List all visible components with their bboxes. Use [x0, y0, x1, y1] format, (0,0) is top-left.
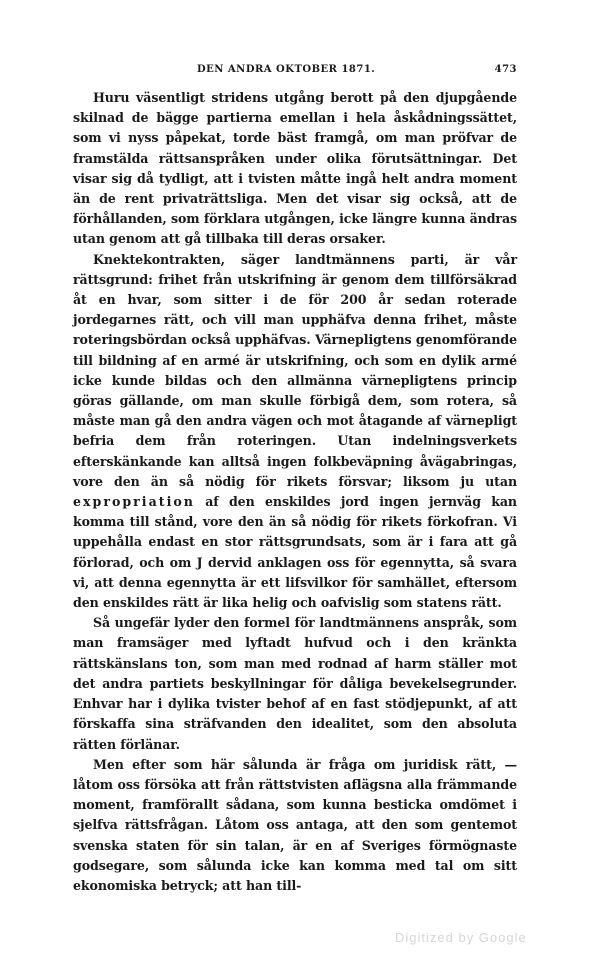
paragraph-1: Huru väsentligt stridens utgång berott på den djupgående skilnad de bägge partierna emellan i hela åskådningssättet, som vi nyss påpekat, torde bäst framgå, om man pröfvar de framstälda rättsanspråken under olika förutsättningar. Det visar sig då tydligt, att i tvisten måtte ingå helt andra moment än de rent privaträttsliga. Men det visar sig också, att de förhållanden, som förklara utgången, icke längre kunna ändras utan genom att gå tillbaka till deras orsaker. [73, 90, 517, 247]
book-page [73, 64, 517, 896]
paragraph-4: Men efter som här sålunda är fråga om juridisk rätt, — låtom oss försöka att från rättstvisten aflägsna alla främmande moment, framförallt sådana, som kunna besticka omdömet i sjelfva rättsfrågan. Låtom oss antaga, att den som gentemot svenska staten för sin talan, är en af Sveriges förmögnaste godsegare, som sålunda icke kan komma med tal om sitt ekonomiska betryck; att han till- [73, 756, 517, 893]
spaced-word-expropriation: expropriation [73, 494, 195, 510]
paragraph-2 [73, 250, 517, 614]
paragraph-2-part-2: af den enskildes jord ingen jernväg kan komma till stånd, vore den än så nödig för rikets förkofran. Vi uppehålla endast en stor rättsgrundsats, som är i fara att gå förlorad, och om J dervid anklagen oss för egennytta, så svara vi, att denna egennytta är ett lifsvilkor för samhället, eftersom den enskildes rätt är lika helig och oafvislig som statens rätt. [73, 494, 517, 611]
running-title: DEN ANDRA OKTOBER 1871. [197, 64, 376, 75]
page-number: 473 [494, 64, 517, 75]
scan-watermark: Digitized by Google [395, 930, 527, 945]
running-header [73, 64, 517, 82]
paragraph-2-part-1: Knektekontrakten, säger landtmännens parti, är vår rättsgrund: frihet från utskrifning är genom dem tillförsäkrad åt en hvar, som sitter i de för 200 år sedan roterade jordegarnes rätt, och vill man upphäfva denna frihet, måste roteringsbördan också upphäfvas. Värnepligtens genomförande till bildning af en armé är utskrifning, och som en dylik armé icke kunde bildas och den allmänna värnepligtens princip göras gällande, om man skulle förbigå dem, som rotera, så måste man gå den andra vägen och mot åtagande af värnepligt befria dem från roteringen. Utan indelningsverkets efterskänkande kan alltså ingen folkbeväpning åvägabringas, vore den än så nödig för rikets försvar; liksom ju utan [73, 251, 517, 489]
paragraph-3: Så ungefär lyder den formel för landtmännens anspråk, som man framsäger med lyftadt hufvud och i den kränkta rättskänslans ton, som man med rodnad af harm ställer mot det andra partiets beskyllningar för dåliga bevekelsegrunder. Enhvar har i dylika tvister behof af en fast stödjepunkt, af att förskaffa sina sträfvanden den idealitet, som den absoluta rätten förlänar. [73, 615, 517, 752]
